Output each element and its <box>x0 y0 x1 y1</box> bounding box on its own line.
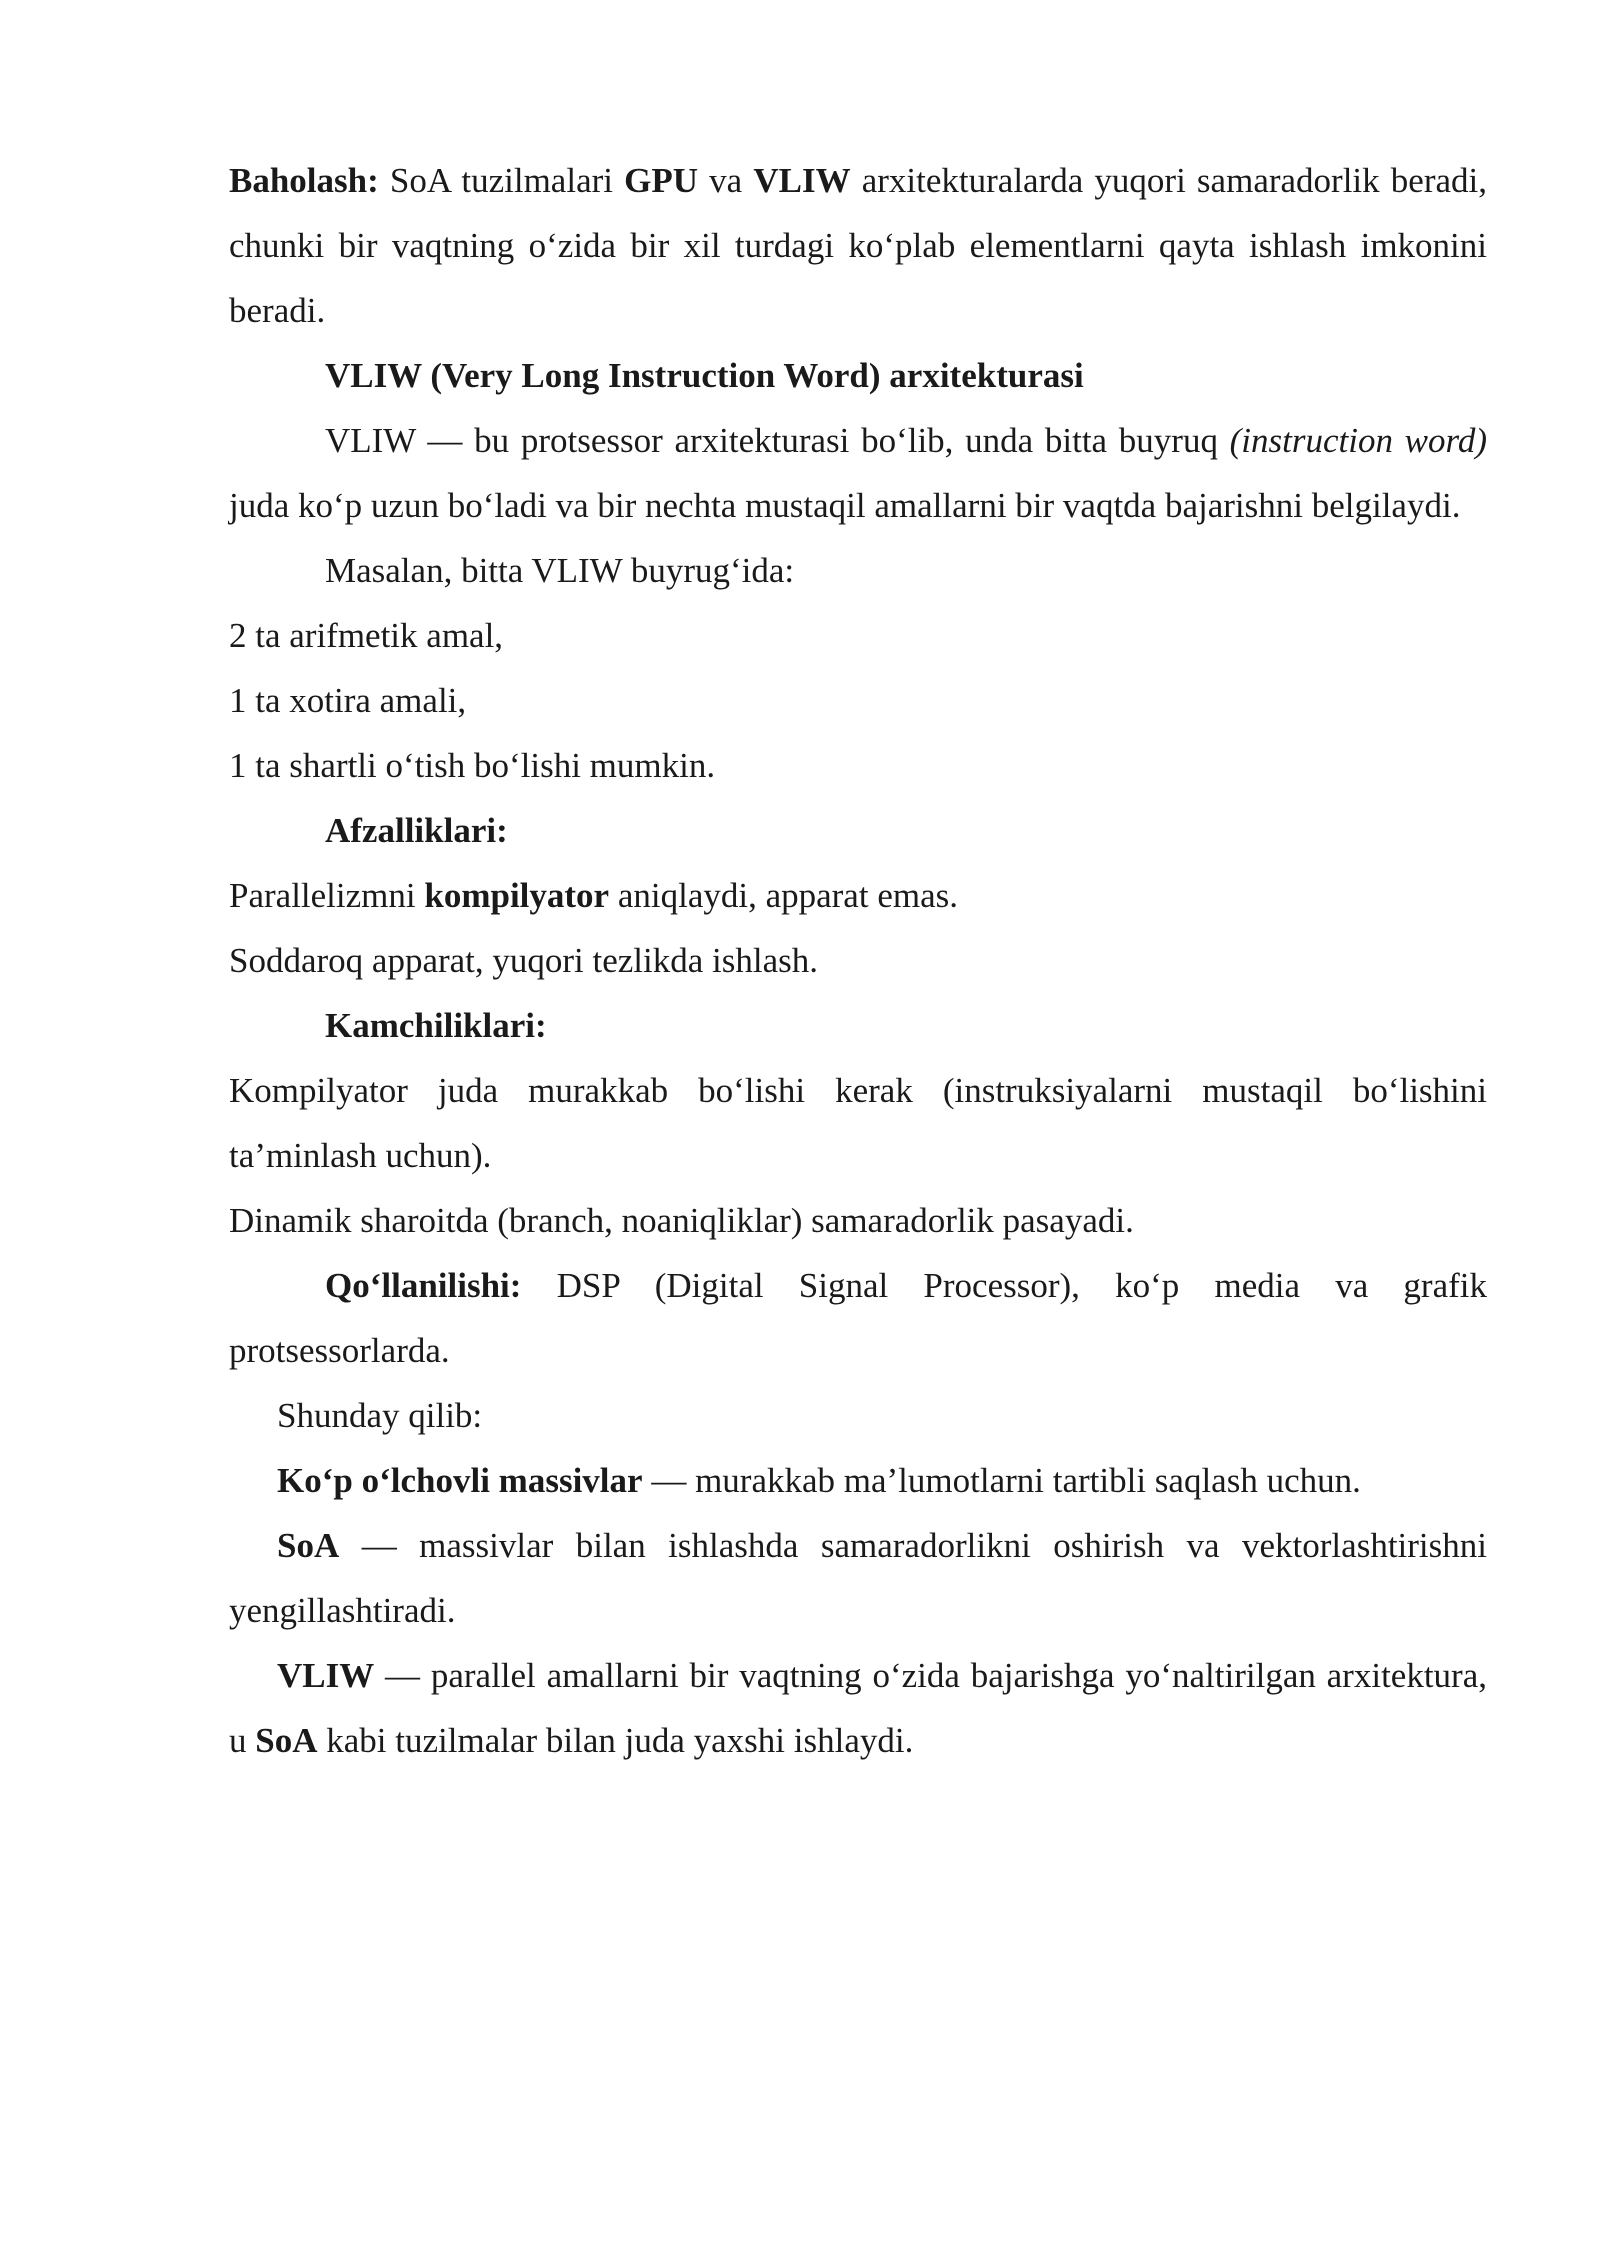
compiler-term: kompilyator <box>424 876 610 915</box>
conclusion-term: VLIW <box>277 1656 375 1695</box>
conclusion-text: — parallel amallarni bir vaqtning o‘zida bajarishga yo‘naltirilgan arxitektura, u <box>229 1656 1487 1760</box>
disadvantage-item: Kompilyator juda murakkab bo‘lishi kerak (instruksiyalarni mustaqil bo‘lishini ta’minlash uchun). <box>229 1071 1487 1175</box>
conclusion-text: — murakkab ma’lumotlarni tartibli saqlash uchun. <box>642 1461 1361 1500</box>
evaluation-text-1: SoA tuzilmalari <box>378 161 625 200</box>
gpu-term: GPU <box>624 161 699 200</box>
advantage-item-text-1: Parallelizmni <box>229 876 425 915</box>
evaluation-text-3: arxitekturalarda yuqori samaradorlik beradi, chunki bir vaqtning o‘zida bir xil turdagi ko‘plab elementlarni qayta ishlash imkonini beradi. <box>229 161 1487 330</box>
vliw-term: VLIW <box>753 161 851 200</box>
evaluation-text-2: va <box>698 161 754 200</box>
evaluation-label: Baholash: <box>229 161 379 200</box>
conclusion-term: Ko‘p o‘lchovli massivlar <box>277 1461 643 1500</box>
conclusion-item <box>229 1513 1487 1643</box>
instruction-word-term: (instruction word) <box>1229 421 1487 460</box>
disadvantages-heading-text: Kamchiliklari: <box>325 1006 547 1045</box>
conclusion-intro: Shunday qilib: <box>277 1396 483 1435</box>
usage-label: Qo‘llanilishi: <box>325 1266 522 1305</box>
conclusion-term: SoA <box>277 1526 340 1565</box>
evaluation-paragraph <box>229 148 1487 343</box>
conclusion-text: — massivlar bilan ishlashda samaradorlikni oshirish va vektorlashtirishni yengillashtiradi. <box>229 1526 1487 1630</box>
example-item: 1 ta xotira amali, <box>229 681 467 720</box>
conclusion-item <box>229 1643 1487 1773</box>
disadvantage-item: Dinamik sharoitda (branch, noaniqliklar) samaradorlik pasayadi. <box>229 1201 1134 1240</box>
section-heading-vliw <box>229 343 1487 408</box>
example-item: 2 ta arifmetik amal, <box>229 616 504 655</box>
usage-paragraph <box>229 1253 1487 1383</box>
usage-text: DSP (Digital Signal Processor), ko‘p media va grafik protsessorlarda. <box>229 1266 1487 1370</box>
advantage-item: Soddaroq apparat, yuqori tezlikda ishlash. <box>229 941 819 980</box>
disadvantages-heading <box>229 993 1487 1058</box>
conclusion-term: SoA <box>255 1721 318 1760</box>
document-page <box>229 148 1487 1773</box>
conclusion-item <box>229 1448 1487 1513</box>
vliw-definition-paragraph <box>229 408 1487 538</box>
section-heading-text: VLIW (Very Long Instruction Word) arxitekturasi <box>325 356 1084 395</box>
example-intro: Masalan, bitta VLIW buyrug‘ida: <box>325 551 795 590</box>
advantages-heading-text: Afzalliklari: <box>325 811 508 850</box>
advantages-heading <box>229 798 1487 863</box>
vliw-definition-text-2: juda ko‘p uzun bo‘ladi va bir nechta mustaqil amallarni bir vaqtda bajarishni belgilaydi. <box>229 486 1461 525</box>
advantage-item-text-2: aniqlaydi, apparat emas. <box>609 876 958 915</box>
example-item: 1 ta shartli o‘tish bo‘lishi mumkin. <box>229 746 716 785</box>
conclusion-text: kabi tuzilmalar bilan juda yaxshi ishlaydi. <box>317 1721 914 1760</box>
vliw-definition-text-1: VLIW — bu protsessor arxitekturasi bo‘lib, unda bitta buyruq <box>325 421 1230 460</box>
advantage-item <box>229 863 1487 928</box>
